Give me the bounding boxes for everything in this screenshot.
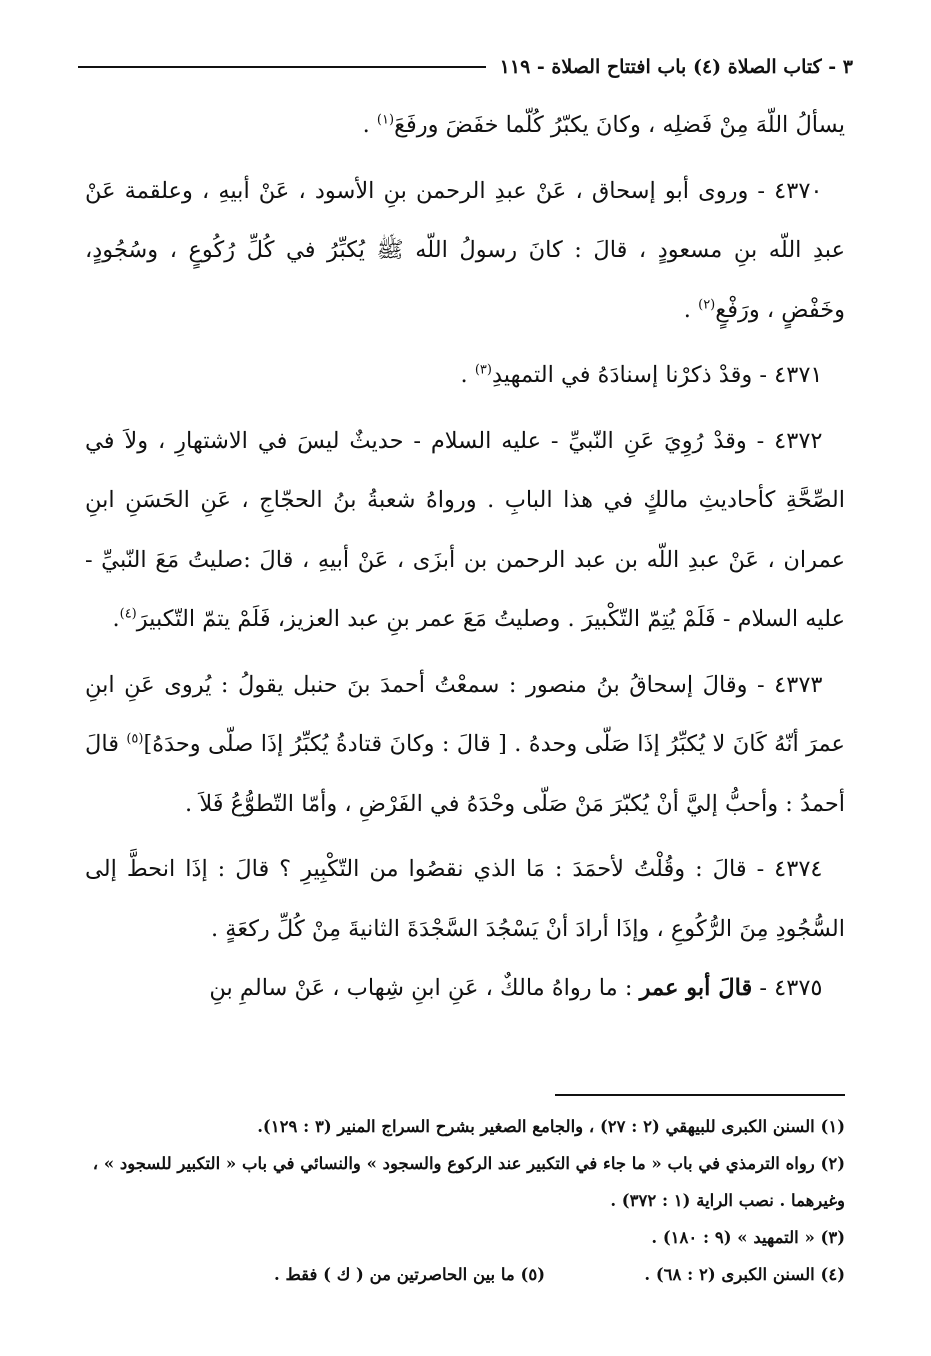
paragraph-number: ٤٣٧٠ - xyxy=(748,177,823,204)
paragraph-end: . xyxy=(460,362,475,388)
header-rule xyxy=(78,66,486,68)
paragraph-text-cont: قالَ أحمدُ : وأحبُّ إليَّ أنْ يُكبّرَ مَنْ صَلّى وحْدَهُ في الفَرْضِ ، وأمّا التّطوُّعُ فَلاَ . xyxy=(85,731,845,817)
paragraph-text: وقدْ رُوِيَ عَنِ النّبيِّ - عليه السلام - حديثٌ ليسَ في الاشتهارِ ، ولاَ في الصِّحَّةِ كأحاديثِ مالكٍ في هذا البابِ . ورواهُ شعبةُ بنُ الحجّاجِ ، عَنِ الحَسَنِ ابنِ عمران ، عَنْ عبدِ اللّه بن عبد الرحمن بن أبزَى ، عَنْ أبيهِ ، قالَ :صليتُ مَعَ النّبيِّ - عليه السلام - فَلَمْ يُتِمّ التّكْبيرَ . وصليتُ مَعَ عمر بنِ عبد العزيز، فَلَمْ يتمّ التّكبيرَ xyxy=(85,427,845,632)
paragraph-text: وقدْ ذكرْنا إسنادَهُ في التمهيدِ xyxy=(491,362,753,388)
paragraph-end: . xyxy=(112,606,120,632)
paragraph-text: وقالَ إسحاقُ بنُ منصور : سمعْتُ أحمدَ بنَ حنبل يقولُ : يُروى عَنِ ابنِ عمرَ أنّهُ كَانَ لا يُكبِّرُ إذَا صَلّى وحدهُ . [ قالَ : وكانَ قتادةُ يُكبِّرُ إذَا صلّى وحدَهُ] xyxy=(85,671,845,757)
running-header xyxy=(78,50,853,84)
paragraph-4374 xyxy=(85,840,845,959)
footnote-1: (١) السنن الكبرى للبيهقي (٢ : ٢٧) ، والجامع الصغير بشرح السراج المنير (٣ : ١٢٩). xyxy=(257,1117,845,1136)
footnote-5: (٥) ما بين الحاصرتين من ( ك ) فقط . xyxy=(274,1265,545,1284)
paragraph-continuation xyxy=(85,96,845,156)
paragraph-end: . xyxy=(362,112,377,138)
footnote-3: (٣) « التمهيد » (٩ : ١٨٠) . xyxy=(651,1228,845,1247)
footnotes xyxy=(85,1108,845,1293)
speaker-label: قالَ أبو عمر xyxy=(639,975,753,1001)
paragraph-4370 xyxy=(85,162,845,341)
footnote-divider xyxy=(555,1094,845,1096)
footnote-4: (٤) السنن الكبرى (٢ : ٦٨) . xyxy=(644,1265,845,1284)
paragraph-number: ٤٣٧٢ - xyxy=(746,427,823,454)
paragraph-text: وروى أبو إسحاق ، عَنْ عبدِ الرحمن بنِ الأسود ، عَنْ أبيهِ ، وعلقمة عَنْ عبدِ اللّه بنِ مسعودٍ ، قالَ : كانَ رسولُ اللّه ﷺ يُكبِّرُ في كُلِّ رُكُوعٍ ، وسُجُودٍ، وخَفْضٍ ، ورَفْعٍ xyxy=(85,177,845,323)
paragraph-4372 xyxy=(85,412,845,650)
paragraph-text: : ما رواهُ مالكٌ ، عَنِ ابنِ شِهاب ، عَنْ سالمِ بنِ xyxy=(209,975,640,1001)
main-text xyxy=(85,96,845,1019)
paragraph-number: ٤٣٧٣ - xyxy=(747,671,823,698)
running-title: ٣ - كتاب الصلاة (٤) باب افتتاح الصلاة - ١١٩ xyxy=(499,56,853,78)
paragraph-4373 xyxy=(85,656,845,835)
paragraph-number: ٤٣٧١ - xyxy=(752,362,823,388)
footnote-ref-3[interactable]: (٣) xyxy=(474,362,492,378)
footnote-ref-4[interactable]: (٤) xyxy=(119,606,137,622)
paragraph-4371 xyxy=(85,346,845,406)
paragraph-number: ٤٣٧٥ - xyxy=(752,975,823,1001)
paragraph-text: قالَ : وقُلْتُ لأحمَدَ : مَا الذي نقصُوا من التّكْبِيرِ ؟ قالَ : إذَا انحطَّ إلى السُّجُودِ مِنَ الرُّكُوعِ ، وإذَا أرادَ أنْ يَسْجُدَ السَّجْدَةَ الثانيةَ مِنْ كُلِّ ركعَةٍ . xyxy=(85,856,845,942)
footnote-ref-2[interactable]: (٢) xyxy=(698,297,716,312)
footnote-ref-5[interactable]: (٥) xyxy=(126,731,144,747)
paragraph-end: . xyxy=(683,296,699,323)
footnote-row xyxy=(85,1256,845,1293)
paragraph-number: ٤٣٧٤ - xyxy=(746,856,823,882)
paragraph-text: يسألُ اللّهَ مِنْ فَضلِه ، وكانَ يكبّرُ كُلّما خفَضَ ورفَعَ xyxy=(394,112,845,138)
paragraph-4375 xyxy=(85,959,845,1019)
footnote-ref-1[interactable]: (١) xyxy=(376,112,395,128)
footnote-2: (٢) رواه الترمذي في باب « ما جاء في التكبير عند الركوع والسجود » والنسائي في باب « التكبير للسجود » ، وغيرهما . نصب الراية (١ : ٣٧٢) . xyxy=(92,1154,845,1210)
